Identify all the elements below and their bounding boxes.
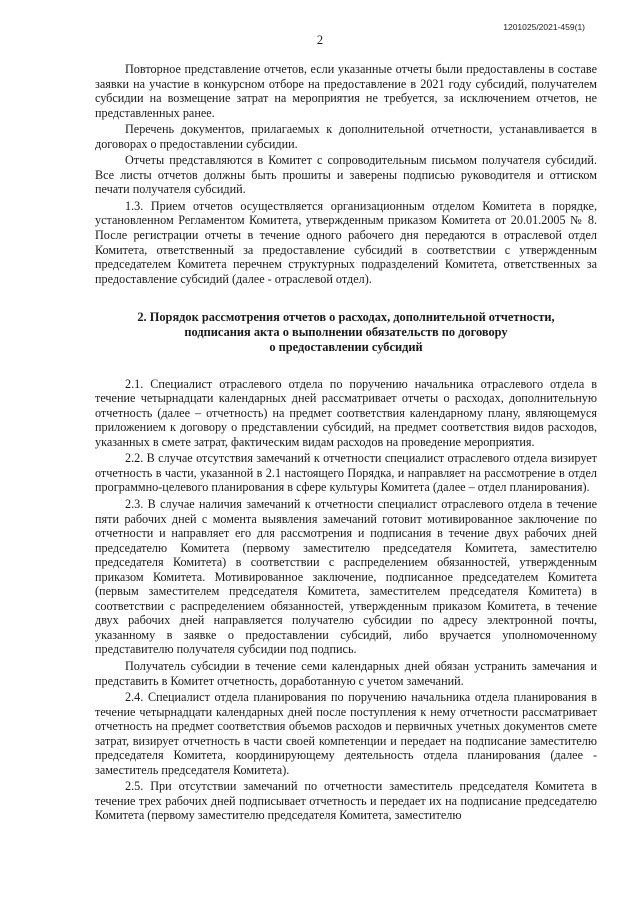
page-number: 2 (316, 33, 324, 47)
paragraph-2-3: 2.3. В случае наличия замечаний к отчетности специалист отраслевого отдела в течение пяти рабочих дней с момента выявления замечаний готовит мотивированное заключение по отчетности и направляет его для рассмотрения и подписания в течение двух рабочих дней председателю Комитета (первому заместителю председателя Комитета, заместителю председателя Комитета) в соответствии с распределением обязанностей, утвержденным приказом Комитета. Мотивированное заключение, подписанное председателем Комитета (первым заместителем председателя Комитета, заместителем председателя Комитета) в соответствии с распределением обязанностей, утвержденным приказом Комитета, в течение двух рабочих дней направляется получателю субсидии по адресу электронной почты, указанному в заявке о предоставлении субсидий, либо вручается уполномоченному представителю получателя субсидии под подпись. (95, 496, 597, 657)
paragraph-1-3: 1.3. Прием отчетов осуществляется организационным отделом Комитета в порядке, установленном Регламентом Комитета, утвержденным приказом Комитета от 20.01.2005 № 8. После регистрации отчеты в течение одного рабочего дня передаются в отраслевой отдел Комитета, ответственный за предоставление субсидий в соответствии с утвержденным председателем Комитета перечнем структурных подразделений Комитета, ответственных за предоставление субсидий (далее - отраслевой отдел). (95, 198, 597, 286)
paragraph-2-1: 2.1. Специалист отраслевого отдела по поручению начальника отраслевого отдела в течение четырнадцати календарных дней рассматривает отчеты о расходах, дополнительную отчетность (далее – отчетность) на предмет соответствия календарному плану, являющемуся приложением к договору о представлении субсидий, на предмет соответствия видов расходов, указанных в смете затрат, фактическим видам расходов на проведение мероприятия. (95, 376, 597, 449)
document-body (95, 62, 597, 825)
paragraph-2-2: 2.2. В случае отсутствия замечаний к отчетности специалист отраслевого отдела визирует отчетность в части, указанной в 2.1 настоящего Порядка, и направляет на рассмотрение в отдел программно-целевого планирования в сфере культуры Комитета (далее – отдел планирования). (95, 451, 597, 495)
paragraph-2-4: 2.4. Специалист отдела планирования по поручению начальника отдела планирования в течение четырнадцати календарных дней после поступления к нему отчетности рассматривает отчетность на предмет соответствия объемов расходов и первичных учетных документов смете затрат, визирует отчетность в части своей компетенции и передает на подписание заместителю председателя Комитета, координирующему деятельность отдела планирования (далее - заместитель председателя Комитета). (95, 690, 597, 777)
heading-line: 2. Порядок рассмотрения отчетов о расходах, дополнительной отчетности, (137, 310, 555, 325)
paragraph: Получатель субсидии в течение семи календарных дней обязан устранить замечания и представить в Комитет отчетность, доработанную с учетом замечаний. (95, 658, 597, 688)
paragraph-2-5: 2.5. При отсутствии замечаний по отчетности заместитель председателя Комитета в течение трех рабочих дней подписывает отчетность и передает их на подписание председателю Комитета (первому заместителю председателя Комитета, заместителю (95, 779, 597, 823)
section-2-heading (95, 310, 597, 354)
paragraph: Перечень документов, прилагаемых к дополнительной отчетности, устанавливается в договорах о предоставлении субсидии. (95, 122, 597, 151)
heading-line: подписания акта о выполнении обязательств по договору (184, 325, 508, 339)
document-registration-number: 1201025/2021-459(1) (503, 22, 585, 32)
paragraph: Повторное представление отчетов, если указанные отчеты были предоставлены в составе заявки на участие в конкурсном отборе на предоставление в 2021 году субсидий, получателем субсидии на возмещение затрат на мероприятия не требуется, за исключением отчетов, не представленных ранее. (95, 62, 597, 120)
paragraph: Отчеты представляются в Комитет с сопроводительным письмом получателя субсидий. Все листы отчетов должны быть прошиты и заверены подписью руководителя и оттиском печати получателя субсидий. (95, 153, 597, 197)
heading-line: о предоставлении субсидий (269, 339, 423, 354)
